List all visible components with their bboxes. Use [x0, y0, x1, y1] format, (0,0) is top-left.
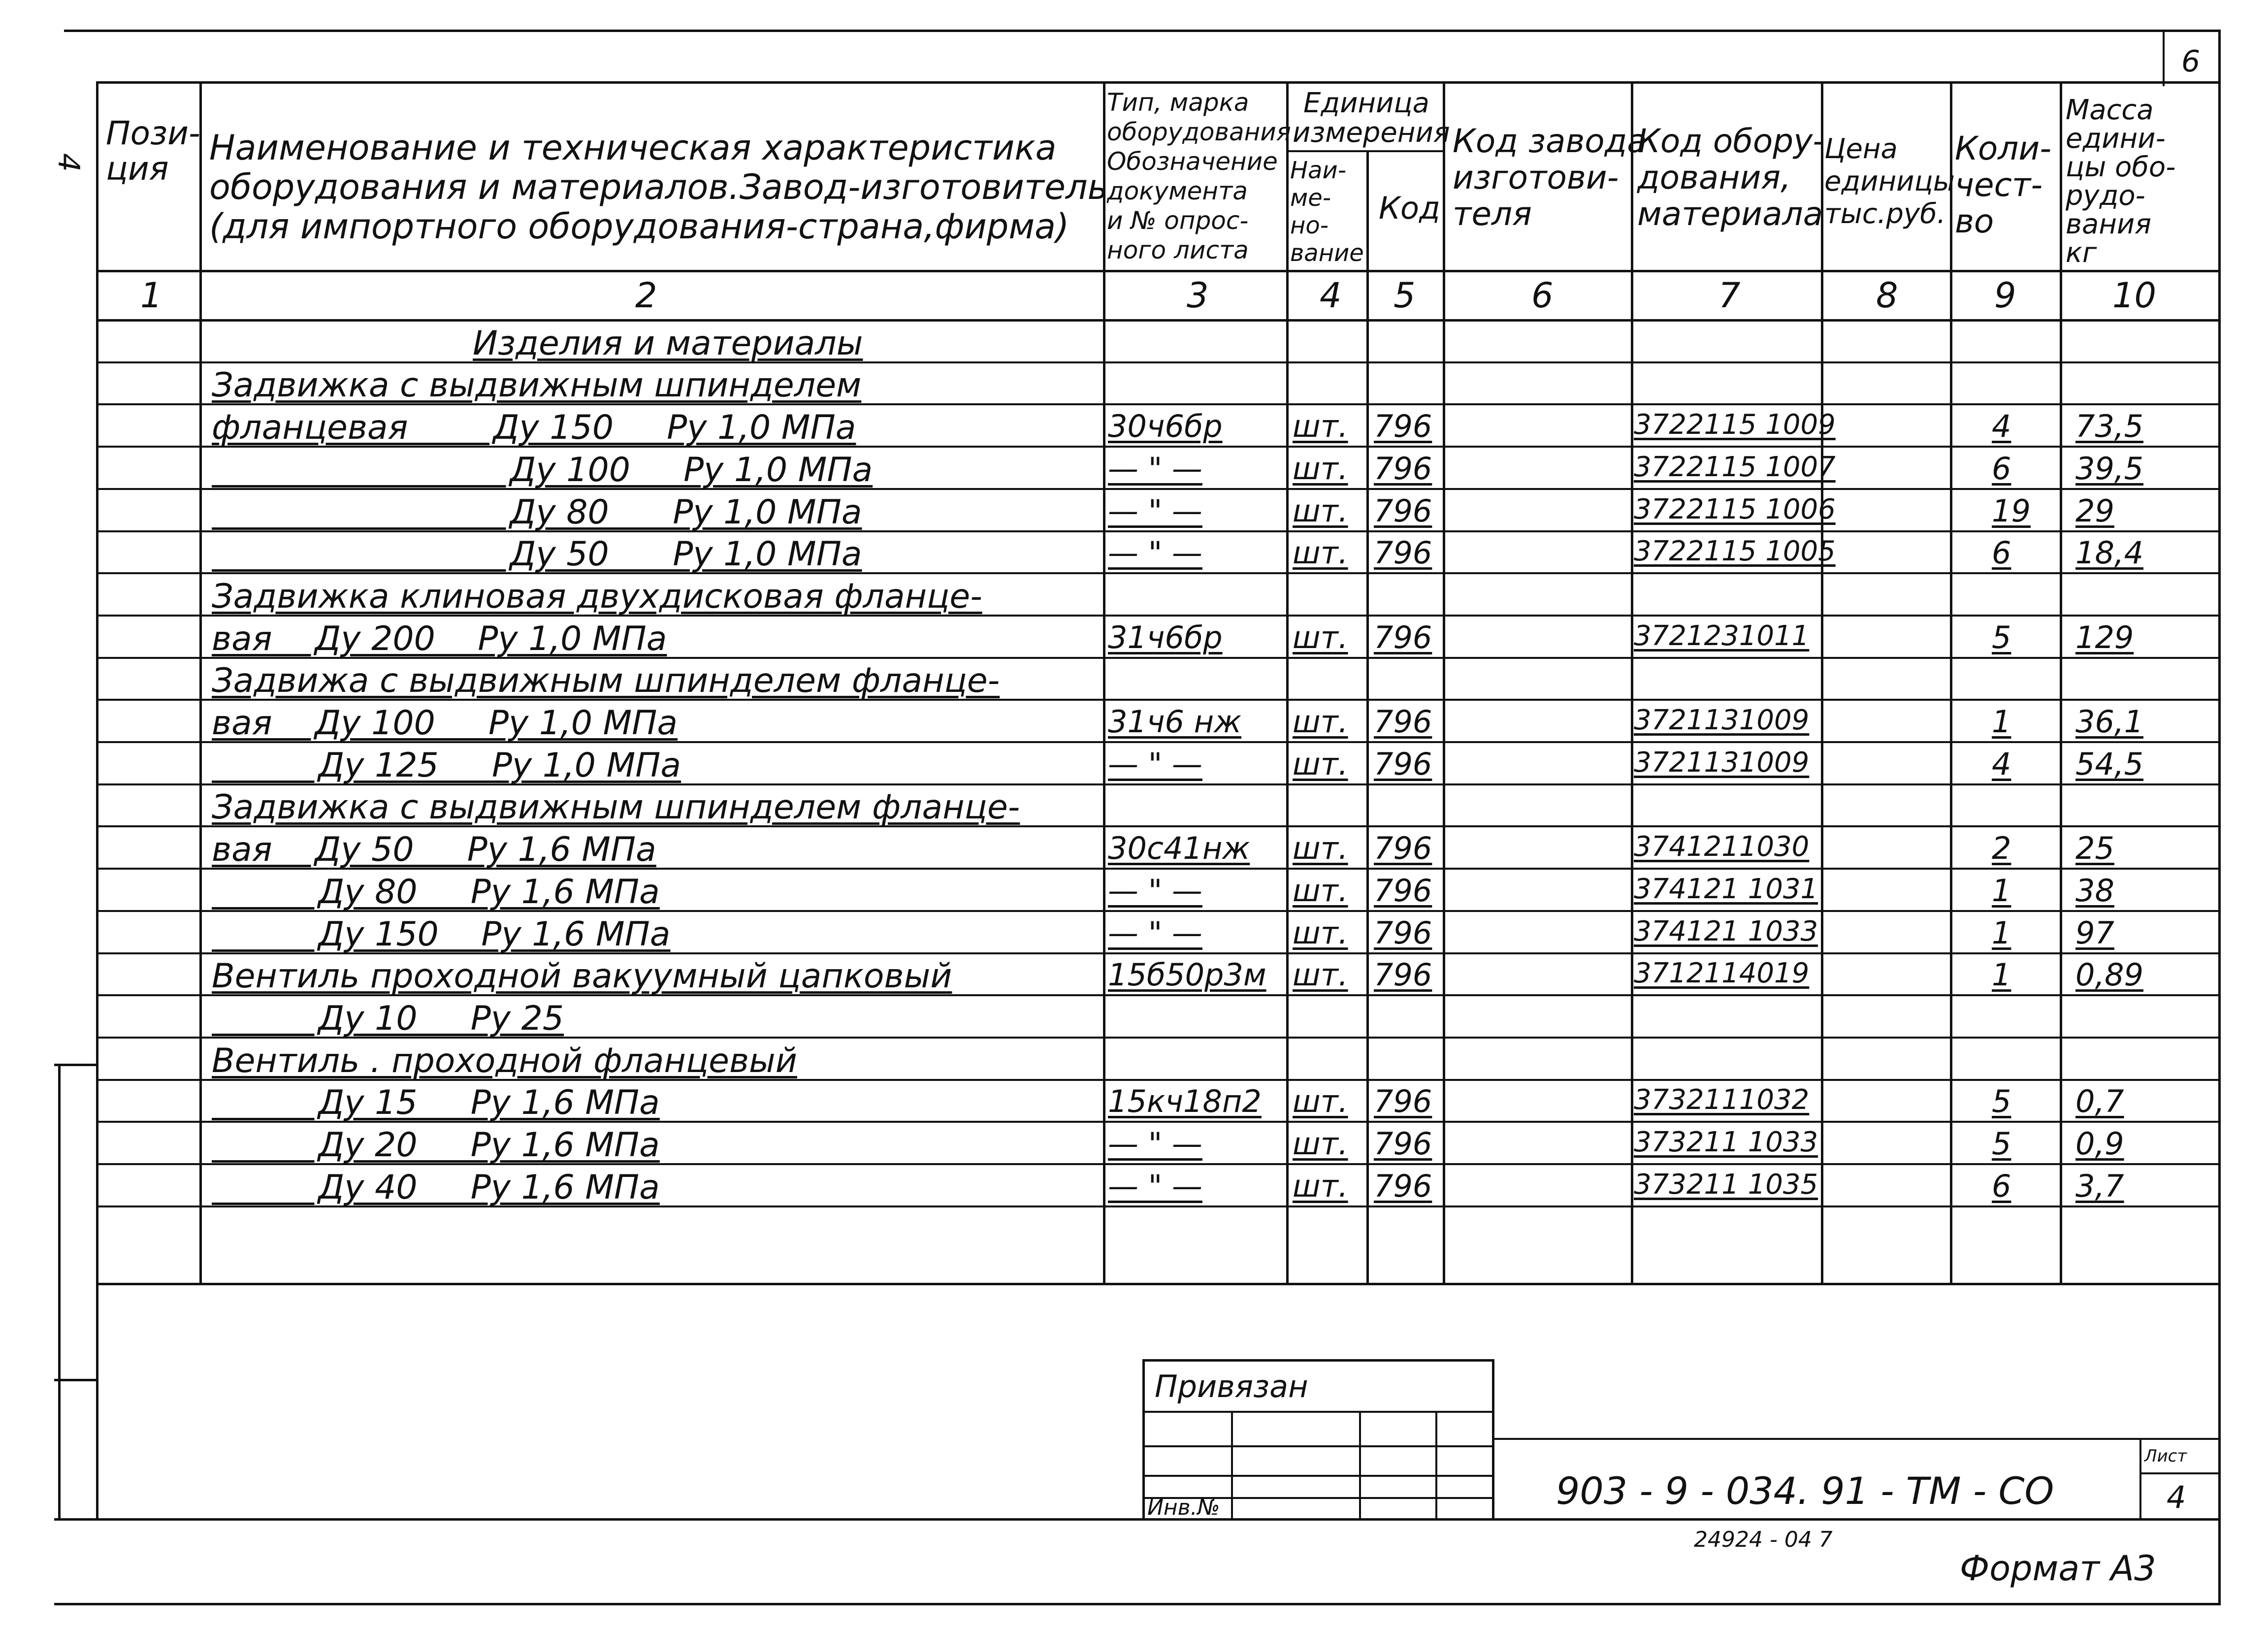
row-mass: 0,9 [2075, 1126, 2124, 1162]
corner-box-left [2163, 32, 2165, 86]
row-material-code: 3732111032 [1634, 1084, 1810, 1116]
row-mass: 97 [2075, 914, 2114, 951]
row-type: — " — [1108, 872, 1202, 909]
colnum-3: 3 [1187, 275, 1209, 316]
row-name: Задвижа с выдвижным шпинделем фланце- [212, 661, 1000, 701]
row-unit: шт. [1293, 1083, 1348, 1120]
row-unit: шт. [1293, 914, 1348, 951]
row-material-code: 3722115 1006 [1634, 493, 1836, 525]
row-name: Ду 50 Ру 1,0 МПа [212, 535, 862, 574]
row-unit-code: 796 [1374, 492, 1432, 529]
row-material-code: 3722115 1009 [1634, 409, 1836, 441]
colnum-10: 10 [2112, 275, 2157, 316]
sheet-box-mid [2139, 1472, 2218, 1474]
row-name: Задвижка клиновая двухдисковая фланце- [212, 577, 982, 616]
row-type: 15б50р3м [1108, 957, 1266, 993]
row-quantity: 5 [1992, 1083, 2011, 1120]
row-quantity: 1 [1992, 872, 2011, 909]
row-unit-code: 796 [1374, 450, 1432, 487]
document-code: 903 - 9 - 034. 91 - ТМ - СО [1556, 1469, 2054, 1513]
row-unit: шт. [1293, 1126, 1348, 1162]
col-line-2 [1103, 81, 1105, 1283]
colnum-9: 9 [1994, 275, 2016, 316]
row-mass: 39,5 [2075, 450, 2144, 487]
row-type: 30с41нж [1108, 830, 1250, 867]
row-type: — " — [1108, 746, 1202, 782]
header-position: Пози- ция [106, 114, 200, 188]
row-name: Задвижка с выдвижным шпинделем [212, 366, 862, 405]
header-quantity: Коли- чест- во [1955, 130, 2052, 240]
header-name: Наименование и техническая характеристика оборудования и материалов.Завод-изготовитель (для импортного оборудования-страна,фирма) [209, 128, 1108, 247]
header-factory-code: Код завода изготови- теля [1453, 122, 1647, 233]
row-unit-code: 796 [1374, 1168, 1432, 1204]
sheet-number: 4 [2167, 1479, 2186, 1515]
row-unit-code: 796 [1374, 746, 1432, 782]
bound-label: Привязан [1155, 1368, 1308, 1404]
header-unit: Единица измерения [1293, 87, 1450, 149]
row-mass: 38 [2075, 872, 2114, 909]
table-bottom-line [96, 1283, 2221, 1285]
row-name: Вентиль . проходной фланцевый [212, 1041, 797, 1080]
colnum-6: 6 [1531, 275, 1554, 316]
row-quantity: 1 [1992, 957, 2011, 993]
row-type: 30ч6бр [1108, 408, 1223, 445]
header-type: Тип, марка оборудования Обозначение документа и № опрос- ного листа [1107, 88, 1291, 264]
stamp-col-3 [1435, 1411, 1437, 1518]
unit-subheader-line [1286, 150, 1443, 152]
row-material-code: 373211 1035 [1634, 1168, 1818, 1201]
row-material-code: 3721131009 [1634, 704, 1810, 736]
row-type: — " — [1108, 914, 1202, 951]
header-unit-name: Наи- ме- но- вание [1290, 157, 1364, 267]
row-unit-code: 796 [1374, 872, 1432, 909]
row-mass: 0,7 [2075, 1083, 2124, 1120]
inventory-label: Инв.№ [1147, 1495, 1220, 1520]
header-unit-code: Код [1379, 190, 1440, 226]
col-line-9 [2060, 81, 2062, 1283]
row-material-code: 3712114019 [1634, 957, 1810, 990]
col-line-5 [1443, 81, 1445, 1283]
colnum-5: 5 [1393, 275, 1416, 316]
row-quantity: 2 [1992, 830, 2011, 867]
row-name: Ду 150 Ру 1,6 МПа [212, 914, 671, 954]
row-mass: 18,4 [2075, 535, 2144, 571]
col-line-7 [1821, 81, 1823, 1283]
right-border-line [2218, 30, 2221, 1605]
filing-strip-mark-2 [54, 1379, 96, 1381]
colnum-8: 8 [1876, 275, 1898, 316]
row-quantity: 1 [1992, 914, 2011, 951]
row-material-code: 3722115 1007 [1634, 451, 1836, 483]
row-quantity: 1 [1992, 704, 2011, 740]
header-price: Цена единицы тыс.руб. [1824, 133, 1955, 230]
colnum-7: 7 [1718, 275, 1741, 316]
row-name: Задвижка с выдвижным шпинделем фланце- [212, 788, 1020, 827]
filing-strip-mark-1 [54, 1064, 96, 1066]
row-name: Ду 100 Ру 1,0 МПа [212, 450, 873, 489]
row-material-code: 3741211030 [1634, 831, 1810, 863]
row-mass: 3,7 [2075, 1168, 2124, 1204]
row-line [96, 361, 2221, 363]
row-quantity: 19 [1992, 492, 2031, 529]
row-unit-code: 796 [1374, 704, 1432, 740]
row-name: фланцевая Ду 150 Ру 1,0 МПа [212, 408, 856, 448]
row-unit-code: 796 [1374, 408, 1432, 445]
row-material-code: 374121 1031 [1634, 873, 1818, 905]
row-unit-code: 796 [1374, 1083, 1432, 1120]
row-quantity: 5 [1992, 1126, 2011, 1162]
format-label: Формат А3 [1960, 1548, 2156, 1589]
row-type: 31ч6 нж [1108, 704, 1242, 740]
corner-mark: 6 [2181, 44, 2201, 79]
row-unit: шт. [1293, 704, 1348, 740]
colnum-1: 1 [140, 275, 162, 316]
row-unit: шт. [1293, 1168, 1348, 1204]
colnum-bottom-line [96, 319, 2221, 322]
row-quantity: 4 [1992, 408, 2011, 445]
row-unit-code: 796 [1374, 535, 1432, 571]
row-type: — " — [1108, 492, 1202, 529]
row-material-code: 374121 1033 [1634, 915, 1818, 947]
row-unit: шт. [1293, 492, 1348, 529]
stamp-col-1 [1231, 1411, 1233, 1518]
bottom-border-line [54, 1603, 2221, 1605]
row-type: — " — [1108, 535, 1202, 571]
row-mass: 29 [2075, 492, 2114, 529]
row-material-code: 3721131009 [1634, 746, 1810, 779]
row-unit: шт. [1293, 535, 1348, 571]
header-mass: Масса едини- цы обо- рудо- вания кг [2066, 94, 2176, 269]
table-top-line [96, 81, 2221, 84]
row-name: Ду 125 Ру 1,0 МПа [212, 746, 681, 785]
row-material-code: 3721231011 [1634, 619, 1810, 652]
row-type: 31ч6бр [1108, 619, 1223, 655]
stamp-left-line [1142, 1359, 1145, 1518]
col-line-6 [1631, 81, 1633, 1283]
row-name: Вентиль проходной вакуумный цапковый [212, 957, 952, 996]
sheet-box-left [2139, 1438, 2141, 1518]
filing-strip-mark-3 [54, 1518, 96, 1521]
colnum-4: 4 [1320, 275, 1342, 316]
row-mass: 54,5 [2075, 746, 2144, 782]
row-quantity: 6 [1992, 450, 2011, 487]
col-line-4 [1366, 150, 1369, 1283]
row-name: Ду 80 Ру 1,0 МПа [212, 492, 862, 532]
row-quantity: 4 [1992, 746, 2011, 782]
order-number: 24924 - 04 7 [1694, 1527, 1833, 1552]
col-line-1 [199, 81, 202, 1283]
row-name: Изделия и материалы [473, 324, 863, 363]
filing-strip-line [58, 1064, 61, 1519]
row-material-code: 3722115 1005 [1634, 535, 1836, 568]
row-quantity: 6 [1992, 1168, 2011, 1204]
row-unit-code: 796 [1374, 957, 1432, 993]
row-unit: шт. [1293, 450, 1348, 487]
row-unit: шт. [1293, 872, 1348, 909]
stamp-line-2 [1142, 1445, 1492, 1447]
row-unit-code: 796 [1374, 914, 1432, 951]
doc-code-top-line [1492, 1438, 2221, 1440]
col-line-8 [1950, 81, 1952, 1283]
row-type: — " — [1108, 1126, 1202, 1162]
row-unit: шт. [1293, 619, 1348, 655]
row-unit: шт. [1293, 746, 1348, 782]
row-unit: шт. [1293, 830, 1348, 867]
stamp-top-line [1142, 1359, 1492, 1362]
row-mass: 73,5 [2075, 408, 2144, 445]
row-mass: 129 [2075, 619, 2134, 655]
row-name: вая Ду 100 Ру 1,0 МПа [212, 704, 678, 743]
row-unit-code: 796 [1374, 830, 1432, 867]
left-border-line [96, 81, 98, 1519]
row-name: Ду 80 Ру 1,6 МПа [212, 872, 660, 912]
row-name: Ду 10 Ру 25 [212, 999, 564, 1038]
row-type: 15кч18п2 [1108, 1083, 1262, 1120]
row-quantity: 5 [1992, 619, 2011, 655]
margin-mark: 4 [51, 153, 86, 172]
row-unit: шт. [1293, 408, 1348, 445]
row-name: Ду 40 Ру 1,6 МПа [212, 1168, 660, 1207]
header-bottom-line [96, 270, 2221, 272]
row-type: — " — [1108, 1168, 1202, 1204]
row-unit: шт. [1293, 957, 1348, 993]
row-name: вая Ду 50 Ру 1,6 МПа [212, 830, 656, 870]
row-quantity: 6 [1992, 535, 2011, 571]
row-name: вая Ду 200 Ру 1,0 МПа [212, 619, 667, 658]
row-unit-code: 796 [1374, 1126, 1432, 1162]
row-material-code: 373211 1033 [1634, 1126, 1818, 1158]
sheet-label: Лист [2144, 1446, 2187, 1466]
row-name: Ду 20 Ру 1,6 МПа [212, 1126, 660, 1165]
row-mass: 36,1 [2075, 704, 2144, 740]
row-mass: 0,89 [2075, 957, 2144, 993]
row-name: Ду 15 Ру 1,6 МПа [212, 1083, 660, 1123]
top-border-line [64, 30, 2221, 32]
header-material-code: Код обору- дования, материала [1637, 122, 1825, 233]
row-unit-code: 796 [1374, 619, 1432, 655]
colnum-2: 2 [635, 275, 657, 316]
stamp-col-2 [1359, 1411, 1361, 1518]
stamp-line-3 [1142, 1475, 1492, 1477]
row-mass: 25 [2075, 830, 2114, 867]
row-type: — " — [1108, 450, 1202, 487]
stamp-line-1 [1142, 1411, 1492, 1413]
